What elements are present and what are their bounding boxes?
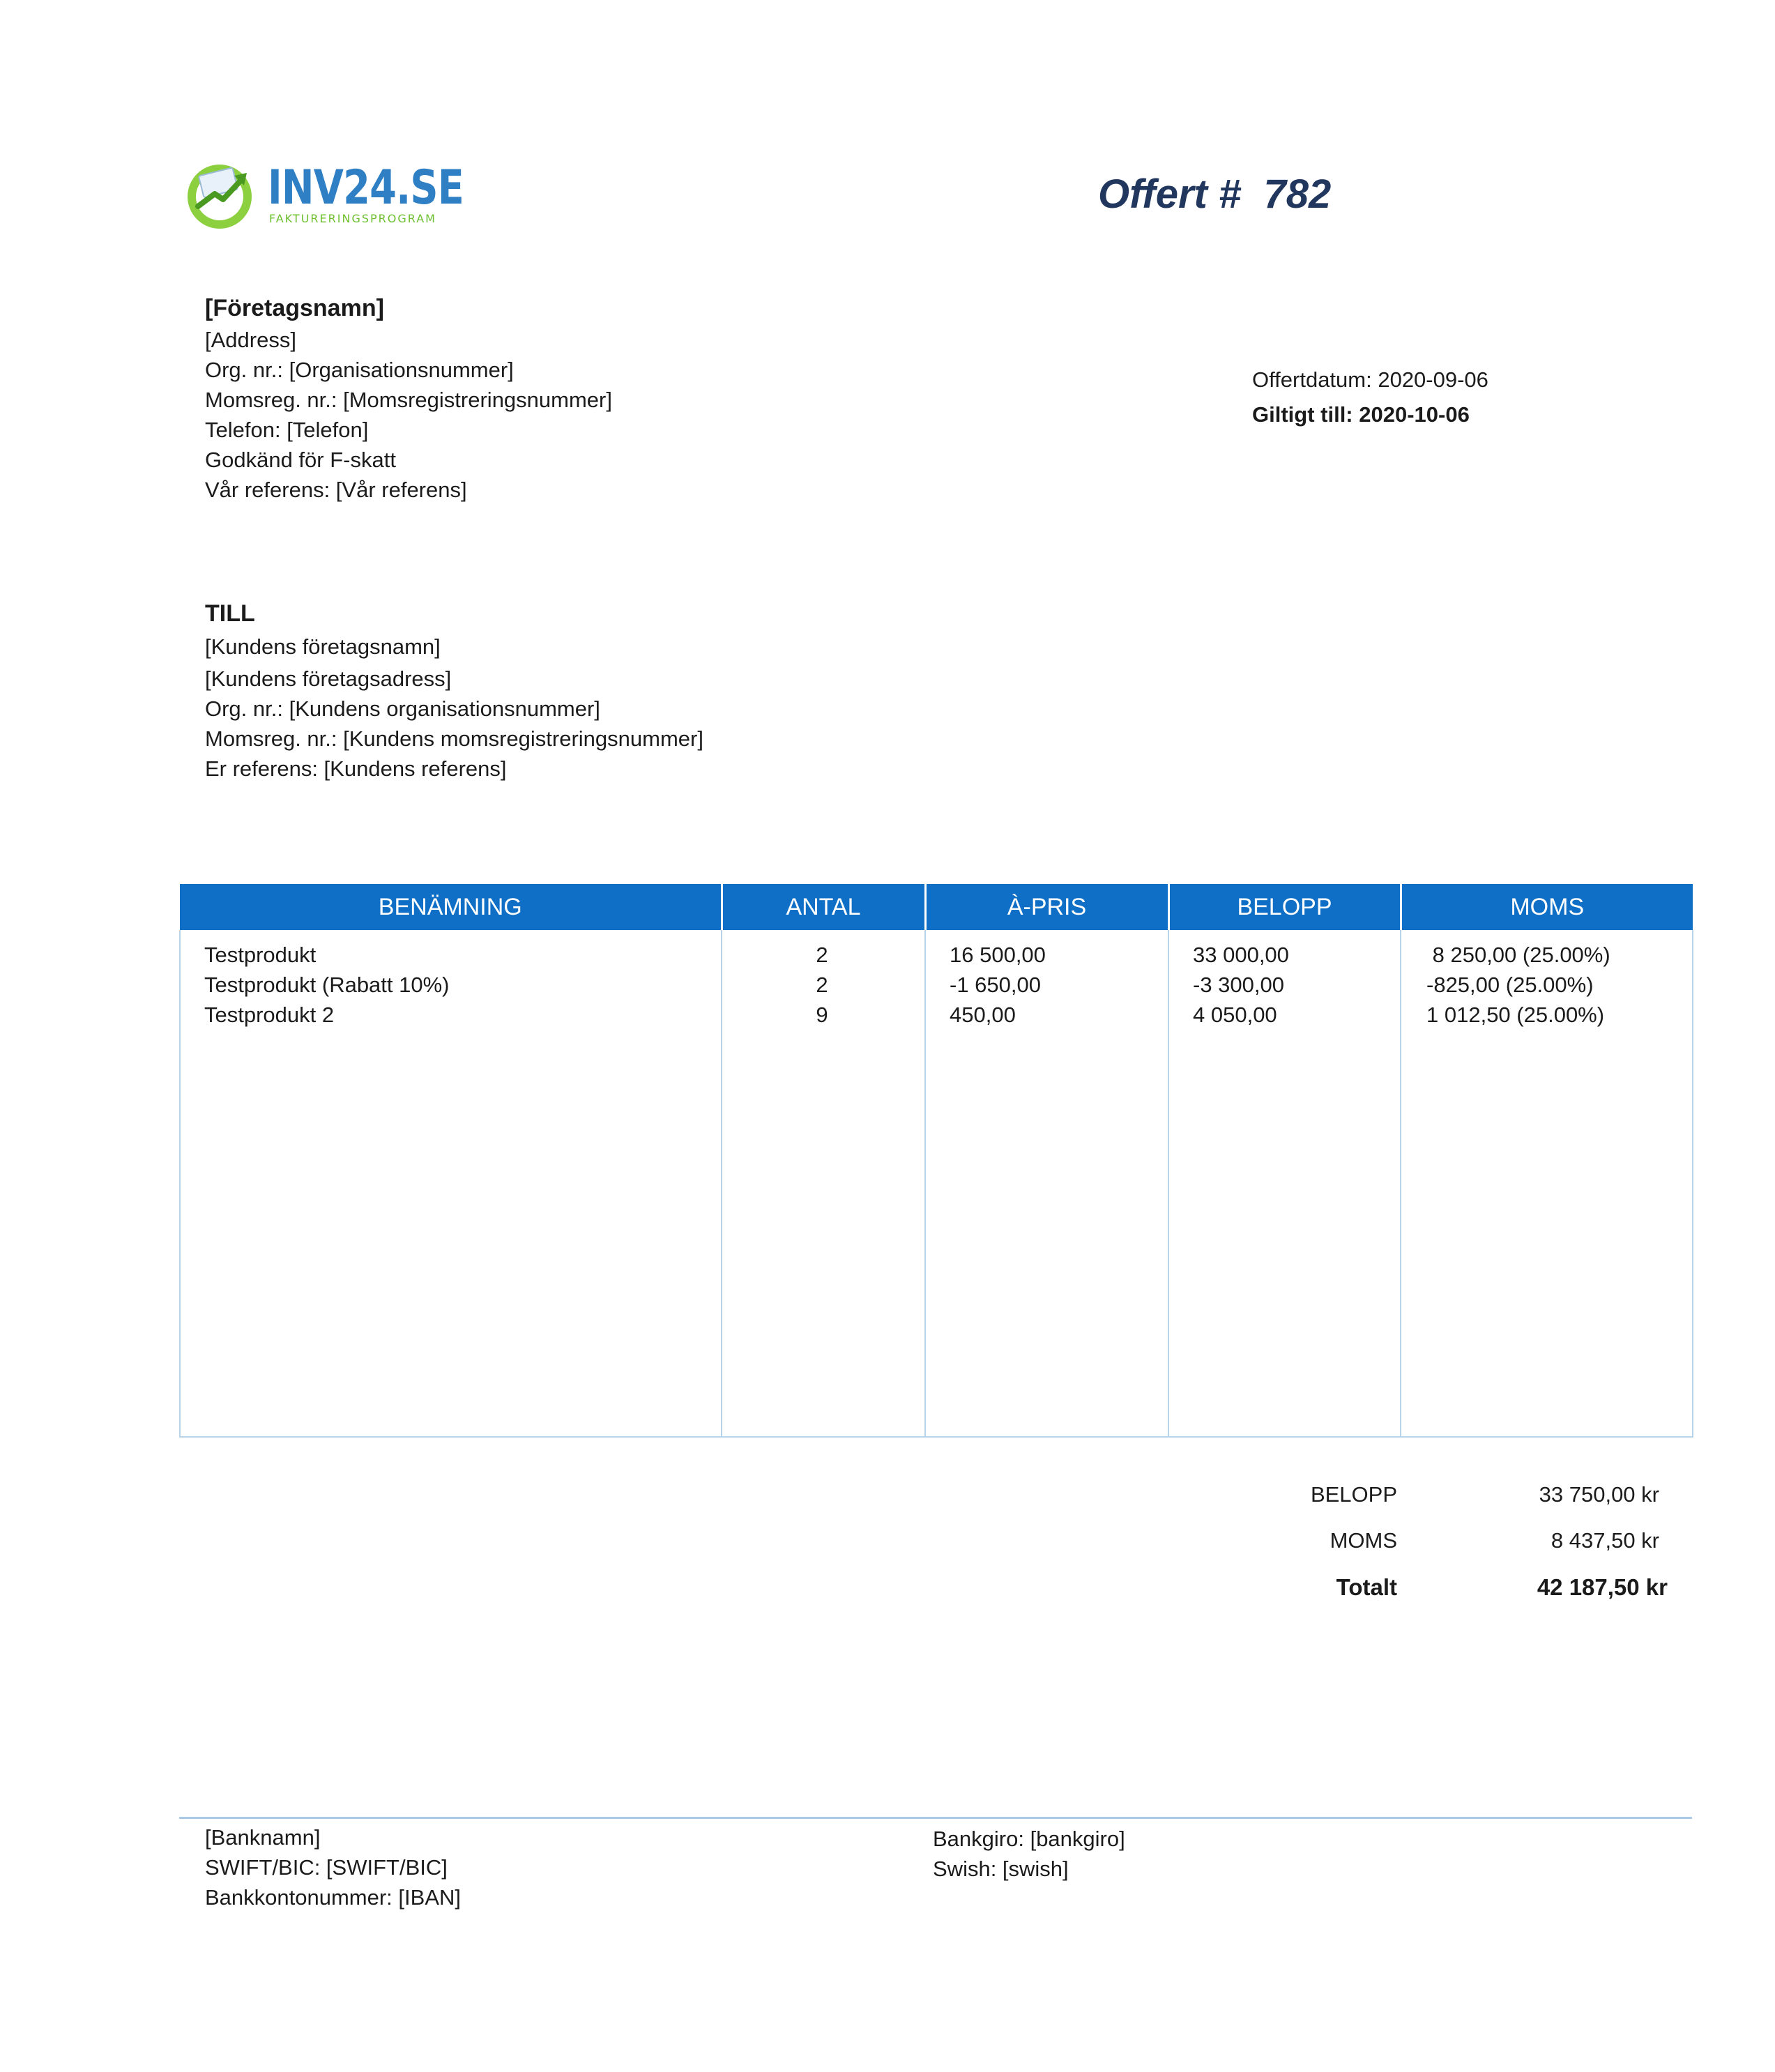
- bankgiro: Bankgiro: [bankgiro]: [933, 1827, 1125, 1851]
- company-logo: [183, 158, 464, 234]
- item-unit-price: -1 650,00: [950, 973, 1041, 997]
- buyer-vat-number: Momsreg. nr.: [Kundens momsregistreringsnummer]: [205, 726, 703, 751]
- seller-org-number: Org. nr.: [Organisationsnummer]: [205, 358, 514, 382]
- seller-f-tax: Godkänd för F-skatt: [205, 448, 396, 472]
- item-amount: 33 000,00: [1193, 943, 1289, 967]
- seller-phone: Telefon: [Telefon]: [205, 418, 369, 442]
- totals-grand-row: [1297, 1574, 1673, 1620]
- bank-account: Bankkontonummer: [IBAN]: [205, 1885, 461, 1910]
- item-vat: 1 012,50 (25.00%): [1426, 1003, 1605, 1027]
- item-unit-price: 16 500,00: [950, 943, 1046, 967]
- quantity-column: [722, 930, 925, 1437]
- offer-date: Offertdatum: 2020-09-06: [1252, 367, 1488, 392]
- unit-price-column: [925, 930, 1168, 1437]
- buyer-heading: TILL: [205, 600, 255, 627]
- footer-divider: [179, 1817, 1692, 1819]
- column-header-unit-price: À-PRIS: [925, 884, 1168, 930]
- buyer-company-name: [Kundens företagsnamn]: [205, 634, 441, 659]
- buyer-block: [205, 597, 703, 784]
- totals-vat-value: 8 437,50 kr: [1551, 1528, 1659, 1553]
- description-column: [180, 930, 722, 1437]
- payment-details: [933, 1824, 1125, 1884]
- totals-amount-value: 33 750,00 kr: [1539, 1482, 1659, 1507]
- item-quantity: 2: [816, 943, 828, 967]
- item-quantity: 2: [816, 973, 828, 997]
- item-vat: 8 250,00 (25.00%): [1426, 943, 1610, 967]
- items-body-row: [180, 930, 1693, 1437]
- item-name: Testprodukt (Rabatt 10%): [204, 973, 450, 997]
- seller-reference: Vår referens: [Vår referens]: [205, 478, 467, 502]
- item-vat: -825,00 (25.00%): [1426, 973, 1594, 997]
- item-quantity: 9: [816, 1003, 828, 1027]
- document-title: Offert # 782: [1098, 172, 1332, 217]
- amount-column: [1168, 930, 1401, 1437]
- totals-block: [1297, 1482, 1673, 1620]
- bank-details: [205, 1822, 461, 1912]
- column-header-quantity: ANTAL: [722, 884, 925, 930]
- table-header-row: [180, 884, 1693, 930]
- items-table: [179, 884, 1692, 1438]
- buyer-org-number: Org. nr.: [Kundens organisationsnummer]: [205, 696, 600, 721]
- seller-block: [205, 291, 612, 505]
- column-header-description: BENÄMNING: [180, 884, 722, 930]
- offer-dates: [1252, 363, 1488, 432]
- logo-invoice-arrow-icon: [183, 158, 257, 231]
- bank-swift: SWIFT/BIC: [SWIFT/BIC]: [205, 1855, 448, 1880]
- totals-vat-label: MOMS: [1330, 1528, 1397, 1553]
- seller-vat-number: Momsreg. nr.: [Momsregistreringsnummer]: [205, 388, 612, 412]
- totals-amount-label: BELOPP: [1310, 1482, 1397, 1507]
- item-amount: 4 050,00: [1193, 1003, 1277, 1027]
- swish: Swish: [swish]: [933, 1857, 1069, 1881]
- totals-grand-label: Totalt: [1336, 1574, 1397, 1600]
- seller-name: [Företagsnamn]: [205, 295, 384, 321]
- logo-tagline: FAKTURERINGSPROGRAM: [269, 212, 436, 225]
- buyer-address: [Kundens företagsadress]: [205, 666, 452, 691]
- item-name: Testprodukt 2: [204, 1003, 335, 1027]
- item-amount: -3 300,00: [1193, 973, 1284, 997]
- column-header-amount: BELOPP: [1168, 884, 1401, 930]
- bank-name: [Banknamn]: [205, 1825, 321, 1850]
- seller-address: [Address]: [205, 328, 296, 352]
- item-name: Testprodukt: [204, 943, 317, 967]
- totals-vat-row: [1297, 1528, 1673, 1574]
- column-header-vat: MOMS: [1401, 884, 1693, 930]
- vat-column: [1401, 930, 1693, 1437]
- buyer-reference: Er referens: [Kundens referens]: [205, 756, 507, 781]
- item-unit-price: 450,00: [950, 1003, 1016, 1027]
- valid-until: Giltigt till: 2020-10-06: [1252, 402, 1470, 427]
- logo-wordmark: INV24.SE: [268, 160, 464, 215]
- totals-amount-row: [1297, 1482, 1673, 1528]
- totals-grand-value: 42 187,50 kr: [1537, 1574, 1668, 1600]
